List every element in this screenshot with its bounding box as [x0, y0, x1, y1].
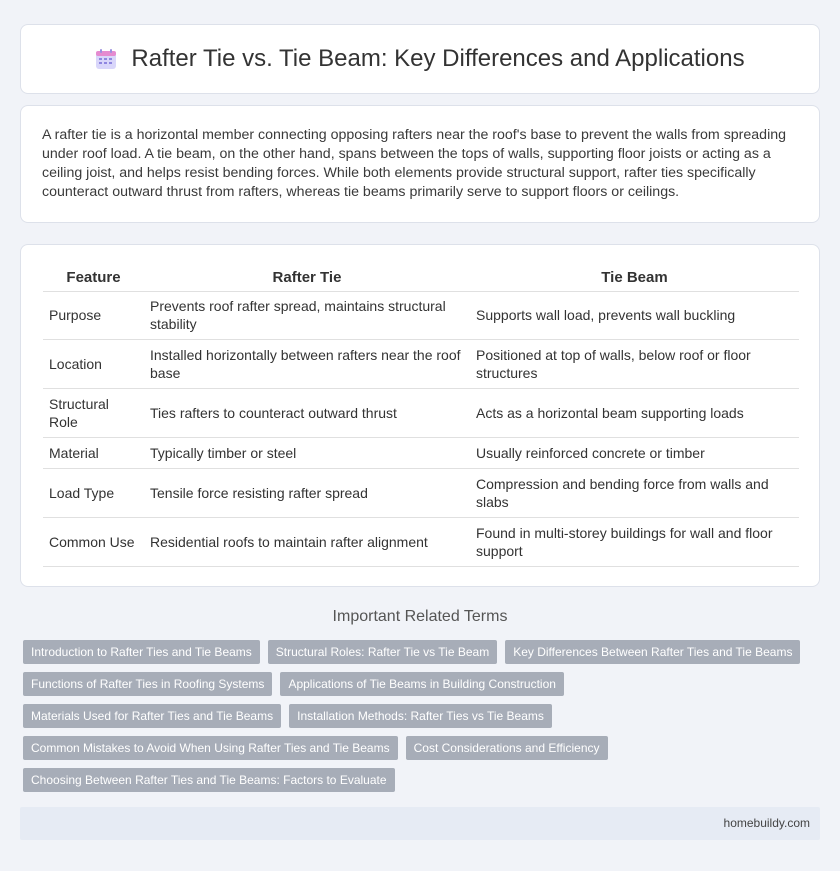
table-header-row	[43, 265, 799, 291]
table-row	[43, 437, 799, 468]
tie-beam-cell: Positioned at top of walls, below roof or floor structures	[470, 339, 799, 388]
table-row	[43, 388, 799, 437]
related-term-tag[interactable]: Common Mistakes to Avoid When Using Rafter Ties and Tie Beams	[23, 736, 398, 760]
feature-cell: Location	[43, 339, 144, 388]
page-title: Rafter Tie vs. Tie Beam: Key Differences and Applications	[131, 45, 745, 72]
rafter-tie-cell: Ties rafters to counteract outward thrust	[144, 388, 470, 437]
table-row	[43, 468, 799, 517]
table-row	[43, 339, 799, 388]
feature-cell: Common Use	[43, 517, 144, 566]
header-feature: Feature	[43, 265, 144, 291]
comparison-table-card	[20, 244, 820, 587]
rafter-tie-cell: Installed horizontally between rafters near the roof base	[144, 339, 470, 388]
table-row	[43, 291, 799, 339]
footer	[20, 807, 820, 840]
related-term-tag[interactable]: Functions of Rafter Ties in Roofing Systems	[23, 672, 272, 696]
related-term-tag[interactable]: Installation Methods: Rafter Ties vs Tie Beams	[289, 704, 552, 728]
tie-beam-cell: Supports wall load, prevents wall buckling	[470, 291, 799, 339]
tie-beam-cell: Acts as a horizontal beam supporting loads	[470, 388, 799, 437]
header-rafter-tie: Rafter Tie	[144, 265, 470, 291]
related-term-tag[interactable]: Structural Roles: Rafter Tie vs Tie Beam	[268, 640, 497, 664]
related-term-tag[interactable]: Applications of Tie Beams in Building Construction	[280, 672, 563, 696]
rafter-tie-cell: Prevents roof rafter spread, maintains structural stability	[144, 291, 470, 339]
intro-text: A rafter tie is a horizontal member connecting opposing rafters near the roof's base to prevent the walls from spreading under roof load. A tie beam, on the other hand, spans between the tops of walls, supporting floor joists or acting as a ceiling joist, and helps resist bending forces. While both elements provide structural support, rafter ties specifically counteract outward thrust from rafters, whereas tie beams primarily serve to support floors or ceilings.	[42, 127, 787, 200]
tie-beam-cell: Found in multi-storey buildings for wall and floor support	[470, 517, 799, 566]
table-row	[43, 517, 799, 566]
related-terms-tags	[23, 640, 813, 800]
related-term-tag[interactable]: Introduction to Rafter Ties and Tie Beams	[23, 640, 260, 664]
related-term-tag[interactable]: Materials Used for Rafter Ties and Tie Beams	[23, 704, 281, 728]
header-tie-beam: Tie Beam	[470, 265, 799, 291]
feature-cell: Purpose	[43, 291, 144, 339]
rafter-tie-cell: Residential roofs to maintain rafter alignment	[144, 517, 470, 566]
related-terms-heading: Important Related Terms	[332, 608, 508, 625]
feature-cell: Structural Role	[43, 388, 144, 437]
tie-beam-cell: Compression and bending force from walls and slabs	[470, 468, 799, 517]
rafter-tie-cell: Tensile force resisting rafter spread	[144, 468, 470, 517]
comparison-table	[43, 265, 799, 567]
feature-cell: Material	[43, 437, 144, 468]
related-term-tag[interactable]: Cost Considerations and Efficiency	[406, 736, 608, 760]
feature-cell: Load Type	[43, 468, 144, 517]
related-term-tag[interactable]: Key Differences Between Rafter Ties and Tie Beams	[505, 640, 800, 664]
title-card	[20, 24, 820, 94]
footer-site-link[interactable]: homebuildy.com	[723, 816, 810, 830]
tie-beam-cell: Usually reinforced concrete or timber	[470, 437, 799, 468]
intro-card	[20, 105, 820, 223]
related-term-tag[interactable]: Choosing Between Rafter Ties and Tie Beams: Factors to Evaluate	[23, 768, 395, 792]
calendar-icon	[95, 48, 117, 70]
rafter-tie-cell: Typically timber or steel	[144, 437, 470, 468]
